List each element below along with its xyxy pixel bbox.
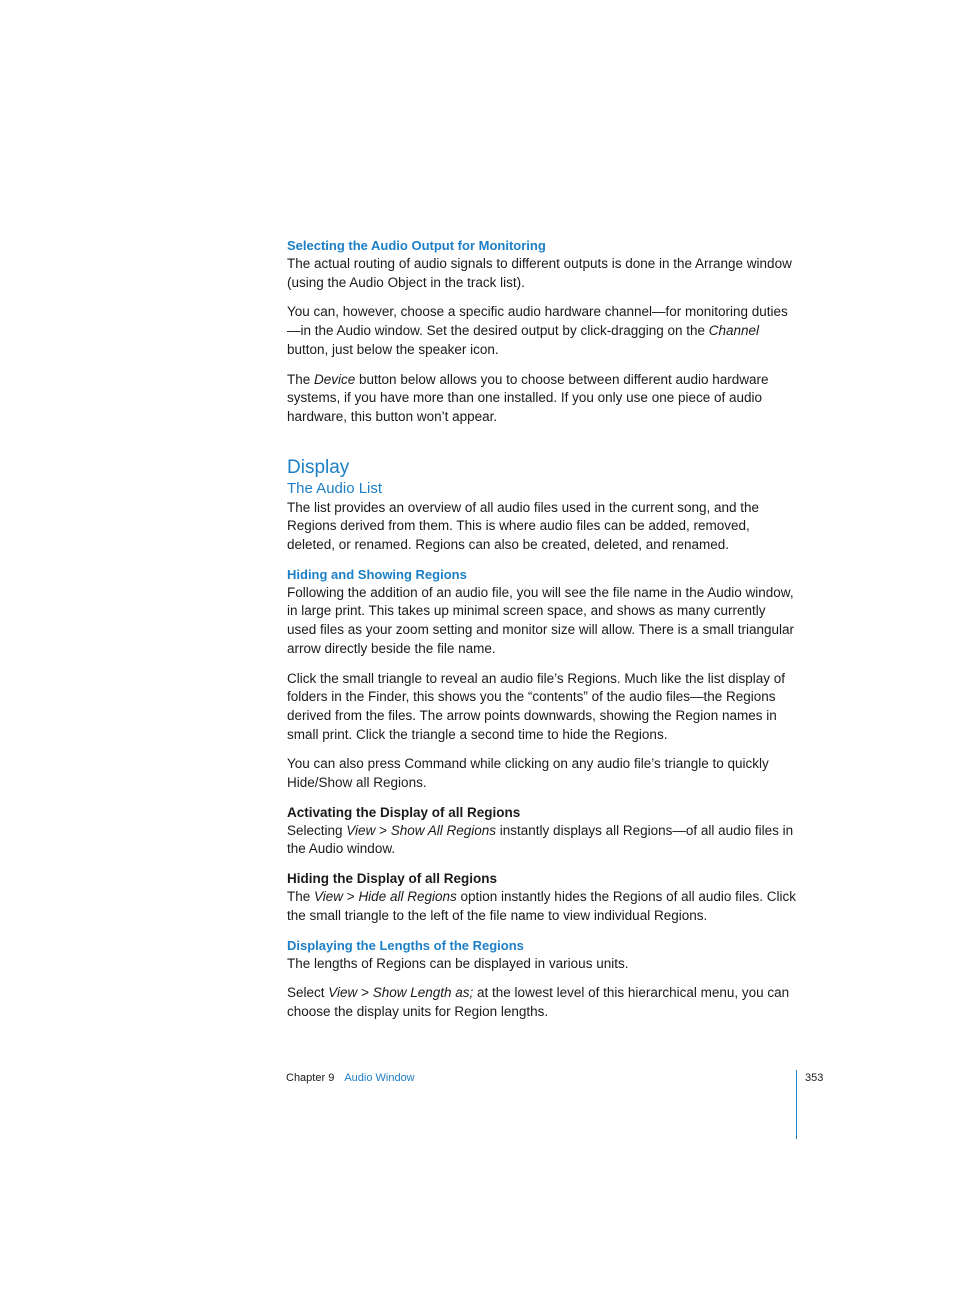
paragraph: The Device button below allows you to choose between different audio hardware systems, if you have more than one installed. If you only use one piece of audio hardware, this button won’t appear.: [287, 371, 769, 424]
paragraph: You can also press Command while clicking on any audio file’s triangle to quickly Hide/Show all Regions.: [287, 756, 769, 791]
subtitle-audio-list: The Audio List: [287, 479, 383, 497]
chapter-title: Audio Window: [344, 1072, 415, 1084]
footer-divider: [796, 1070, 797, 1139]
paragraph: Following the addition of an audio file, you will see the file name in the Audio window, in large print. This takes up minimal screen space, and shows as many currently used files as your zoom setting and monitor size will allow. There is a small triangular arrow directly beside the file name.: [287, 584, 794, 656]
page-number: 353: [805, 1072, 824, 1084]
heading-hiding-display: Hiding the Display of all Regions: [287, 871, 498, 887]
heading-audio-output: Selecting the Audio Output for Monitoring: [287, 238, 546, 253]
paragraph: Click the small triangle to reveal an audio file’s Regions. Much like the list display of folders in the Finder, this shows you the “contents” of the audio files—the Regions derived from the files. The arrow points downwards, showing the Region names in small print. Click the triangle a second time to hide the Regions.: [287, 670, 785, 742]
heading-hiding-showing: Hiding and Showing Regions: [287, 566, 467, 582]
paragraph: The actual routing of audio signals to different outputs is done in the Arrange window (using the Audio Object in the track list).: [287, 256, 792, 290]
paragraph: Selecting View > Show All Regions instantly displays all Regions—of all audio files in the Audio window.: [287, 822, 794, 857]
chapter-label: Chapter 9: [286, 1072, 335, 1084]
paragraph: You can, however, choose a specific audio hardware channel—for monitoring duties—in the Audio window. Set the desired output by click-dragging on the Channel button, just below the speaker icon.: [287, 304, 788, 357]
page-content: [287, 237, 797, 1022]
section-title-display: Display: [287, 456, 350, 478]
heading-region-lengths: Displaying the Lengths of the Regions: [287, 937, 524, 953]
heading-activating-display: Activating the Display of all Regions: [287, 804, 521, 820]
page-footer: [286, 1070, 415, 1086]
paragraph: Select View > Show Length as; at the lowest level of this hierarchical menu, you can choose the display units for Region lengths.: [287, 985, 790, 1019]
paragraph: The lengths of Regions can be displayed in various units.: [287, 955, 629, 971]
paragraph: The View > Hide all Regions option instantly hides the Regions of all audio files. Click the small triangle to the left of the file name to view individual Regions.: [287, 889, 796, 923]
paragraph: The list provides an overview of all audio files used in the current song, and the Regions derived from them. This is where audio files can be added, removed, deleted, or renamed. Regions can also be created, deleted, and renamed.: [287, 499, 760, 553]
